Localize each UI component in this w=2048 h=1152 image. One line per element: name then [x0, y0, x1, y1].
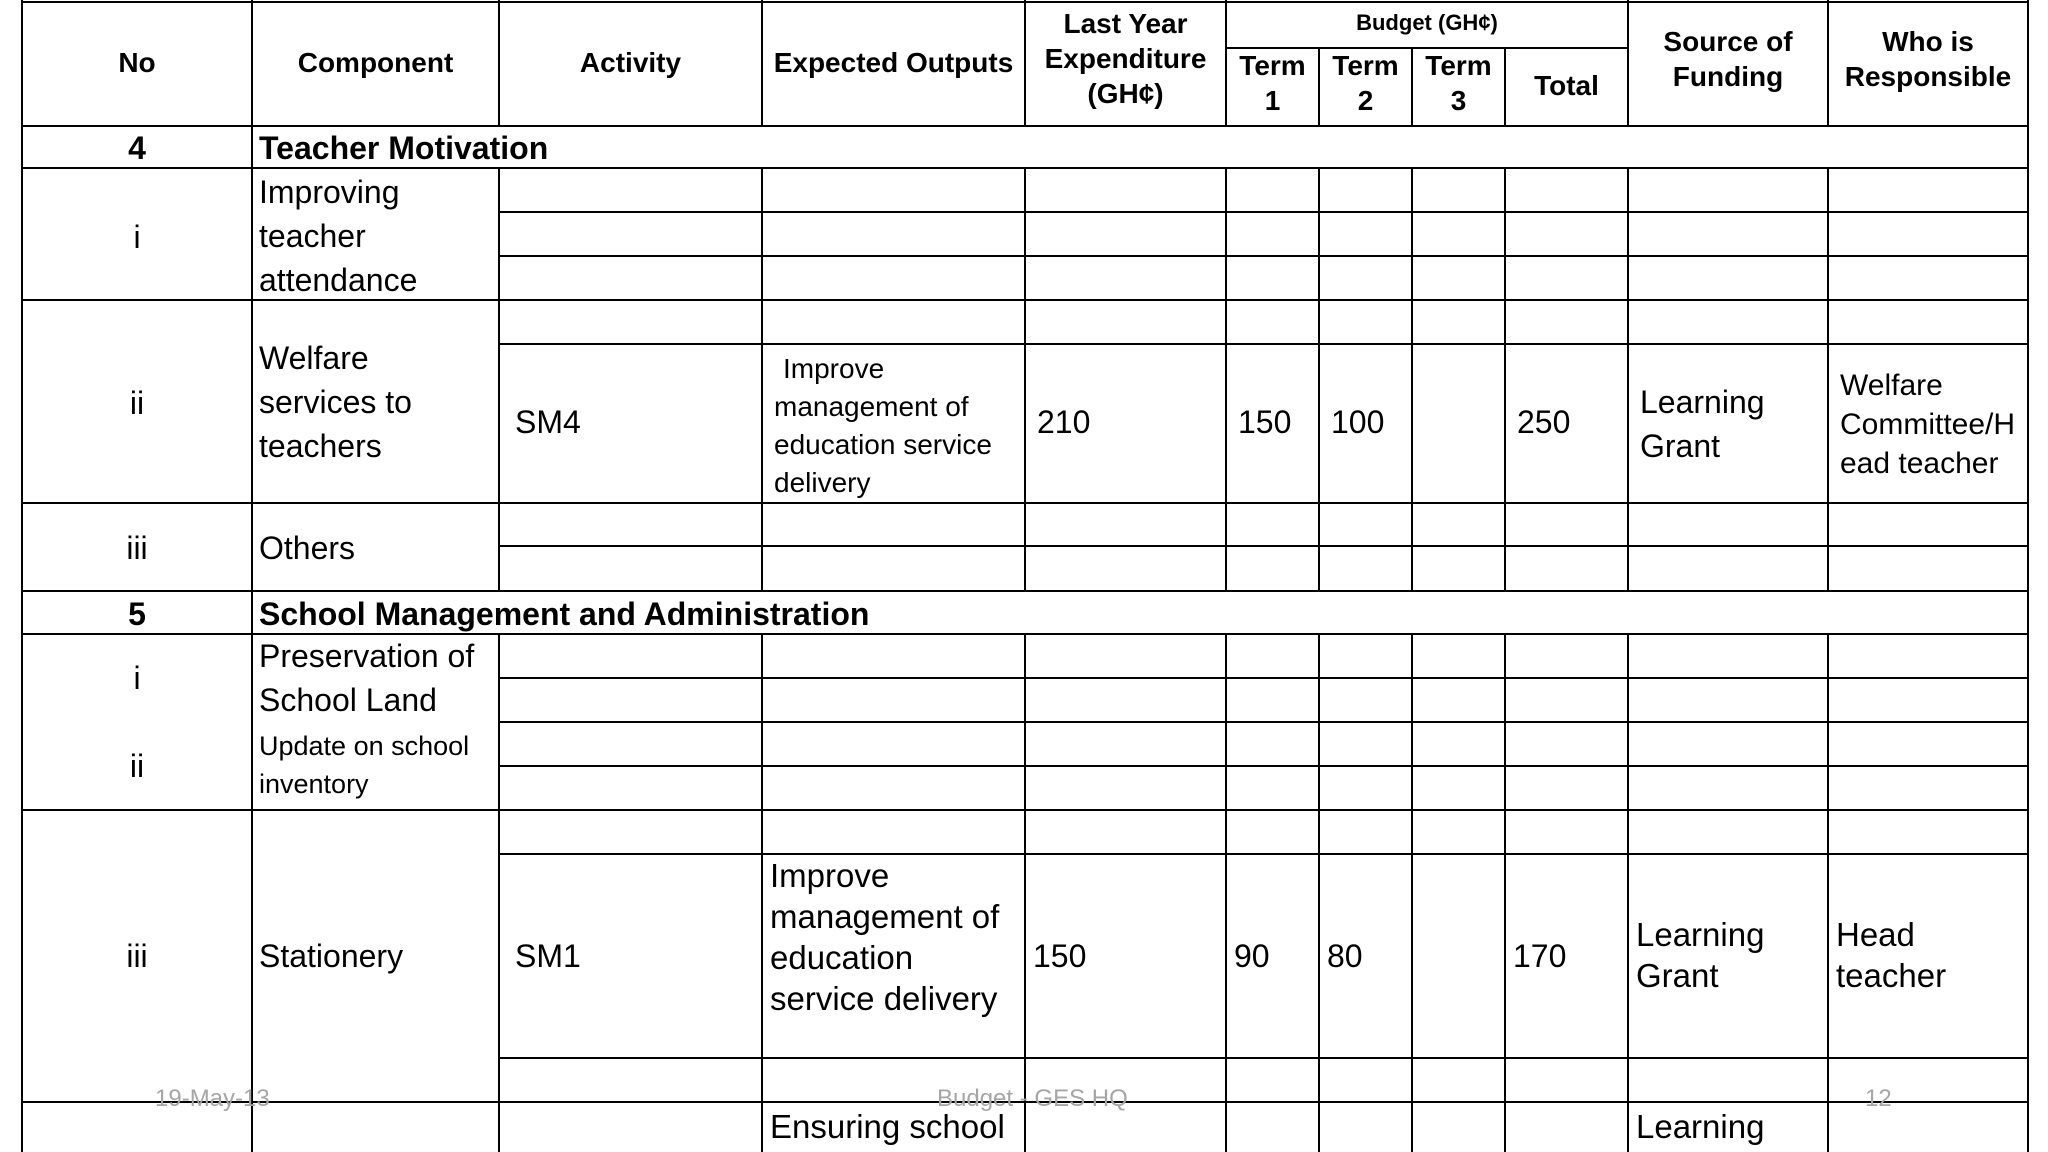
row-5iii-who: Head teacher — [1836, 916, 1947, 994]
header-term3: Term 3 — [1425, 50, 1492, 116]
section-4-no: 4 — [128, 130, 146, 166]
row-5iii-activity: SM1 — [515, 938, 581, 974]
header-budget: Budget (GH¢) — [1356, 10, 1498, 35]
row-5iii-total: 170 — [1513, 938, 1567, 974]
section-5-title: School Management and Administration — [259, 596, 870, 632]
header-term1: Term 1 — [1239, 50, 1306, 116]
row-4ii-no: ii — [129, 385, 145, 421]
row-4iii-no: iii — [126, 530, 148, 566]
header-component: Component — [297, 47, 454, 78]
row-5iv-outputs: Ensuring school — [770, 1108, 1005, 1145]
row-4i-component: Improving teacher attendance — [259, 174, 418, 298]
row-5iii-term1: 90 — [1234, 938, 1270, 974]
row-5iii-component: Stationery — [259, 938, 404, 974]
row-4ii-term2: 100 — [1331, 404, 1385, 440]
header-who: Who is Responsible — [1844, 26, 2012, 92]
row-5iii-outputs: Improve management of education service delivery — [770, 857, 1000, 1017]
header-term2: Term 2 — [1332, 50, 1399, 116]
row-4ii-activity: SM4 — [515, 404, 581, 440]
section-4-title: Teacher Motivation — [259, 130, 549, 166]
header-expected-outputs: Expected Outputs — [773, 47, 1014, 78]
row-5iii-term2: 80 — [1327, 938, 1363, 974]
header-source: Source of Funding — [1663, 26, 1793, 92]
row-5i-no: i — [133, 660, 141, 696]
header-total: Total — [1534, 70, 1599, 101]
row-5iii-no: iii — [126, 938, 148, 974]
footer-page: 12 — [1865, 1085, 1892, 1112]
section-5-no: 5 — [128, 596, 146, 632]
row-4i-no: i — [133, 219, 141, 255]
row-5i-component: Preservation of School Land — [259, 638, 475, 718]
row-5iii-source: Learning Grant — [1636, 916, 1765, 994]
row-4ii-component: Welfare services to teachers — [259, 340, 412, 464]
row-4ii-source: Learning Grant — [1640, 384, 1765, 464]
row-5iv-source: Learning — [1636, 1108, 1765, 1145]
row-4ii-who: Welfare Committee/H ead teacher — [1840, 369, 2016, 480]
row-5ii-component: Update on school inventory — [259, 731, 470, 799]
row-4ii-term1: 150 — [1238, 404, 1292, 440]
row-5iii-last-year: 150 — [1033, 938, 1087, 974]
row-4iii-component: Others — [259, 530, 356, 566]
header-no: No — [118, 47, 156, 78]
header-last-year: Last Year Expenditure (GH¢) — [1044, 8, 1207, 109]
row-5ii-no: ii — [129, 748, 145, 784]
footer-date: 19-May-13 — [155, 1085, 270, 1112]
row-4ii-outputs: Improve management of education service delivery — [774, 353, 992, 498]
row-4ii-total: 250 — [1517, 404, 1571, 440]
header-activity: Activity — [579, 47, 682, 78]
row-4ii-last-year: 210 — [1037, 404, 1091, 440]
footer-center: Budget - GES HQ — [937, 1085, 1128, 1112]
